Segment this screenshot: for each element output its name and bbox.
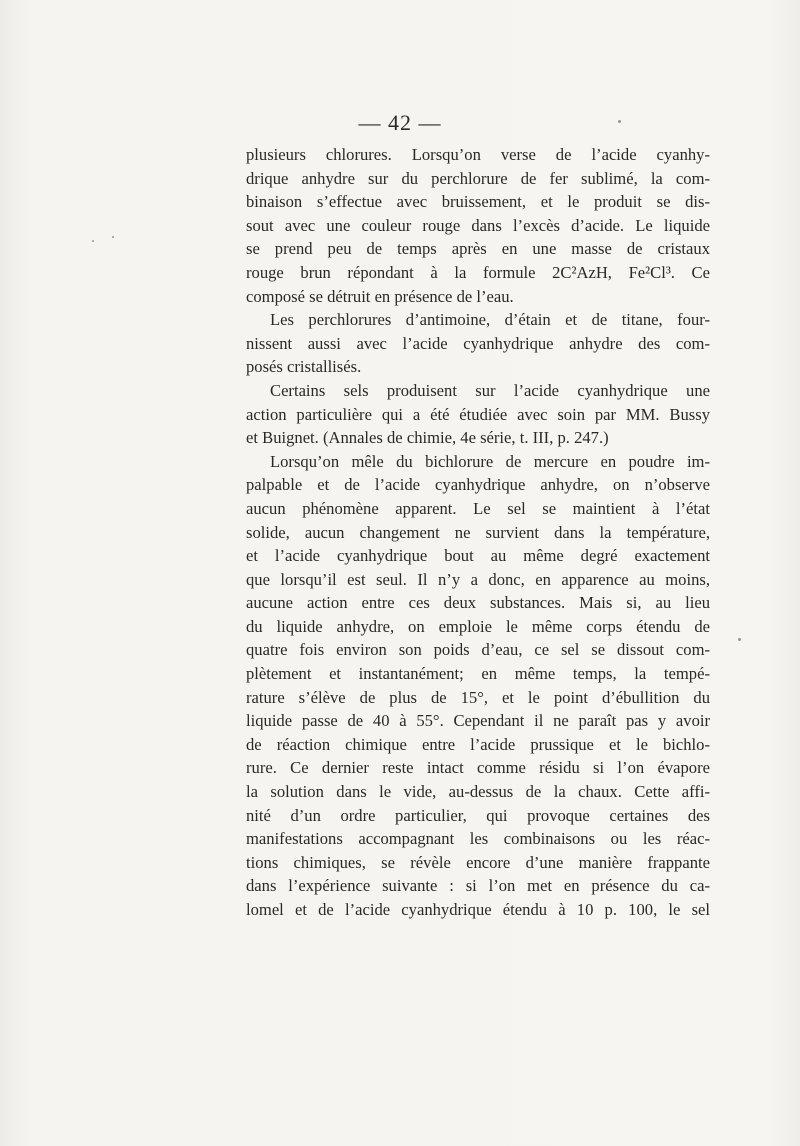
scan-speck bbox=[618, 120, 621, 123]
text-line: aucune action entre ces deux substances. Mais si, au lieu bbox=[246, 593, 710, 613]
text-line: solide, aucun changement ne survient dans la température, bbox=[246, 522, 710, 542]
scan-speck bbox=[738, 638, 741, 641]
text-line: Lorsqu’on mêle du bichlorure de mercure en poudre im- bbox=[270, 451, 710, 471]
text-line: et l’acide cyanhydrique bout au même degré exactement bbox=[246, 546, 710, 566]
text-line: palpable et de l’acide cyanhydrique anhydre, on n’observe bbox=[246, 475, 710, 495]
text-line: dans l’expérience suivante : si l’on met en présence du ca- bbox=[246, 876, 710, 896]
text-line: Certains sels produisent sur l’acide cyanhydrique une bbox=[270, 380, 710, 400]
body-text bbox=[246, 143, 710, 922]
scan-speck bbox=[92, 240, 94, 242]
text-line: plètement et instantanément; en même temps, la tempé- bbox=[246, 664, 710, 684]
text-line: et Buignet. (Annales de chimie, 4e série, t. III, p. 247.) bbox=[246, 428, 609, 448]
text-line: drique anhydre sur du perchlorure de fer sublimé, la com- bbox=[246, 168, 710, 188]
text-line: action particulière qui a été étudiée avec soin par MM. Bussy bbox=[246, 404, 710, 424]
text-line: composé se détruit en présence de l’eau. bbox=[246, 286, 514, 306]
scan-speck bbox=[112, 236, 114, 238]
page-number: — 42 — bbox=[358, 110, 442, 135]
text-line: de réaction chimique entre l’acide prussique et le bichlo- bbox=[246, 734, 710, 754]
text-line: tions chimiques, se révèle encore d’une manière frappante bbox=[246, 852, 710, 872]
text-line: rure. Ce dernier reste intact comme résidu si l’on évapore bbox=[246, 758, 710, 778]
text-line: rouge brun répondant à la formule 2C²AzH, Fe²Cl³. Ce bbox=[246, 262, 710, 282]
text-line: nissent aussi avec l’acide cyanhydrique anhydre des com- bbox=[246, 333, 710, 353]
text-line: la solution dans le vide, au-dessus de la chaux. Cette affi- bbox=[246, 782, 710, 802]
text-line: lomel et de l’acide cyanhydrique étendu à 10 p. 100, le sel bbox=[246, 900, 710, 919]
text-line: que lorsqu’il est seul. Il n’y a donc, en apparence au moins, bbox=[246, 569, 710, 589]
text-line: plusieurs chlorures. Lorsqu’on verse de l’acide cyanhy- bbox=[246, 145, 710, 164]
text-line: quatre fois environ son poids d’eau, ce sel se dissout com- bbox=[246, 640, 710, 660]
text-line: liquide passe de 40 à 55°. Cependant il ne paraît pas y avoir bbox=[246, 711, 710, 731]
text-line: rature s’élève de plus de 15°, et le point d’ébullition du bbox=[246, 687, 710, 707]
text-line: posés cristallisés. bbox=[246, 357, 362, 377]
text-line: aucun phénomène apparent. Le sel se maintient à l’état bbox=[246, 498, 710, 518]
text-line: nité d’un ordre particulier, qui provoque certaines des bbox=[246, 805, 710, 825]
text-line: manifestations accompagnant les combinaisons ou les réac- bbox=[246, 829, 710, 849]
text-line: du liquide anhydre, on emploie le même corps étendu de bbox=[246, 616, 710, 636]
text-line: sout avec une couleur rouge dans l’excès d’acide. Le liquide bbox=[246, 215, 710, 235]
text-line: Les perchlorures d’antimoine, d’étain et de titane, four- bbox=[270, 310, 710, 330]
text-line: se prend peu de temps après en une masse de cristaux bbox=[246, 239, 710, 259]
text-line: binaison s’effectue avec bruissement, et le produit se dis- bbox=[246, 192, 710, 212]
